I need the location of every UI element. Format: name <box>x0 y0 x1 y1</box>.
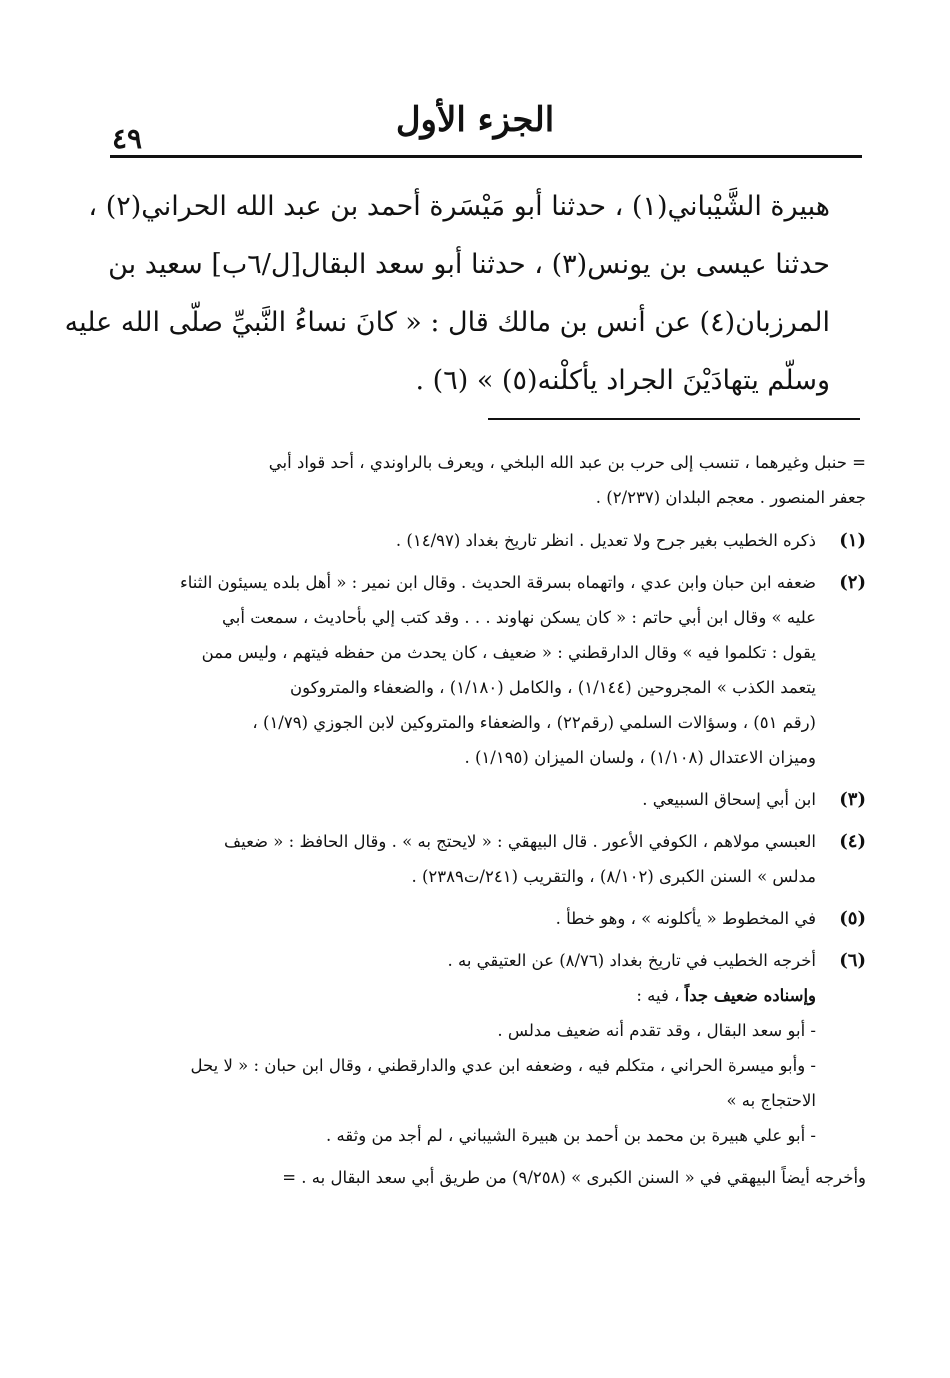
footnote-5 <box>118 901 866 936</box>
footnote-number: (٤) <box>839 831 866 852</box>
main-text-line: حدثنا عيسى بن يونس(٣) ، حدثنا أبو سعد البقال[ل/٦ب] سعيد بن <box>108 249 830 280</box>
footnote-line: عليه » وقال ابن أبي حاتم : « كان يسكن نهاوند . . . وقد كتب إلي بأحاديث ، سمعت أبي <box>222 608 816 627</box>
main-text-line: المرزبان(٤) عن أنس بن مالك قال : « كانَ نساءُ النَّبيِّ صلّى الله عليه <box>64 307 830 338</box>
footnote-number: (١) <box>839 530 866 551</box>
footnote-final-line <box>118 1160 866 1195</box>
footnote-line: ابن أبي إسحاق السبيعي . <box>642 790 816 809</box>
footnote-6 <box>118 943 866 1153</box>
header-rule <box>110 155 862 158</box>
footnote-number: (٢) <box>839 572 866 593</box>
main-text-line: هبيرة الشَّيْباني(١) ، حدثنا أبو مَيْسَرة أحمد بن عبد الله الحراني(٢) ، <box>88 191 830 222</box>
page-number: ٤٩ <box>112 122 143 155</box>
footnote-4 <box>118 824 866 894</box>
footnote-number: (٣) <box>839 789 866 810</box>
isnad-heading <box>118 978 816 1013</box>
footnote-line: = حنبل وغيرهما ، تنسب إلى حرب بن عبد الله البلخي ، ويعرف بالراوندي ، أحد قواد أبي <box>268 453 866 472</box>
footnote-1 <box>118 523 866 558</box>
footnote-number: (٦) <box>839 950 866 971</box>
footnote-2 <box>118 565 866 775</box>
footnote-line: ضعفه ابن حبان وابن عدي ، واتهماه بسرقة الحديث . وقال ابن نمير : « أهل بلده يسيئون الثناء <box>179 573 816 592</box>
footnote-line: مدلس » السنن الكبرى (٨/١٠٢) ، والتقريب (٢٤١/ت٢٣٨٩) . <box>411 867 816 886</box>
isnad-item: - أبو سعد البقال ، وقد تقدم أنه ضعيف مدلس . <box>497 1021 816 1040</box>
footnote-line: العبسي مولاهم ، الكوفي الأعور . قال البيهقي : « لايحتج به » . وقال الحافظ : « ضعيف <box>224 832 816 851</box>
isnad-heading-rest: ، فيه : <box>636 986 685 1005</box>
footnote-line: ذكره الخطيب بغير جرح ولا تعديل . انظر تاريخ بغداد (١٤/٩٧) . <box>395 531 816 550</box>
isnad-item-continuation: الاحتجاج به » <box>726 1091 816 1110</box>
footnote-line: وميزان الاعتدال (١/١٠٨) ، ولسان الميزان (١/١٩٥) . <box>464 748 816 767</box>
footnote-line: جعفر المنصور . معجم البلدان (٢/٢٣٧) . <box>595 488 866 507</box>
footnote-3 <box>118 782 866 817</box>
footnote-line: وأخرجه أيضاً البيهقي في « السنن الكبرى » (٩/٢٥٨) من طريق أبي سعد البقال به . = <box>282 1168 866 1187</box>
footnote-continuation <box>118 445 866 515</box>
footnote-line: أخرجه الخطيب في تاريخ بغداد (٨/٧٦) عن العتيقي به . <box>447 951 816 970</box>
footnote-line: (رقم ٥١) ، وسؤالات السلمي (رقم٢٢) ، والضعفاء والمتروكين لابن الجوزي (١/٧٩) ، <box>252 713 816 732</box>
isnad-item: - وأبو ميسرة الحراني ، متكلم فيه ، وضعفه ابن عدي والدارقطني ، وقال ابن حبان : « لا يحل <box>190 1056 816 1075</box>
footnotes <box>118 445 866 1202</box>
isnad-heading-bold: وإسناده ضعيف جداً <box>684 986 816 1005</box>
footnote-separator <box>488 418 860 420</box>
footnote-line: يقول : تكلموا فيه » وقال الدارقطني : « ضعيف ، كان يحدث من حفظه فيتهم ، وليس ممن <box>201 643 816 662</box>
main-text-line: وسلّم يتهادَيْنَ الجراد يأكلْنه(٥) » (٦) . <box>415 365 830 396</box>
main-text <box>64 178 830 410</box>
footnote-number: (٥) <box>839 908 866 929</box>
running-header-title: الجزء الأول <box>395 100 555 140</box>
isnad-item: - أبو علي هبيرة بن محمد بن أحمد بن هبيرة الشيباني ، لم أجد من وثقه . <box>325 1126 816 1145</box>
footnote-line: في المخطوط « يأكلونه » ، وهو خطأ . <box>555 909 816 928</box>
footnote-line: يتعمد الكذب » المجروحين (١/١٤٤) ، والكامل (١/١٨٠) ، والضعفاء والمتروكون <box>290 678 816 697</box>
